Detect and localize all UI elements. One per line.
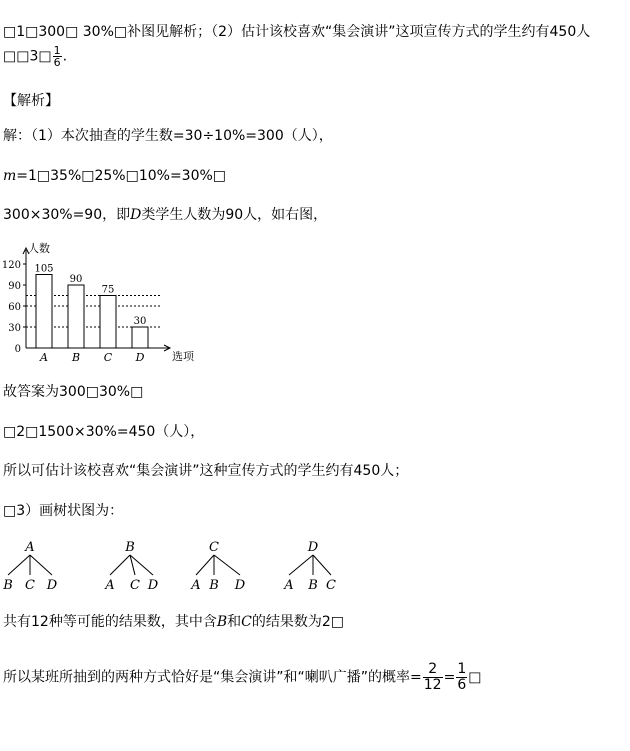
answer-fraction — [53, 45, 62, 68]
x-tick-label: A — [40, 351, 48, 364]
tree-branch — [214, 555, 240, 575]
tree-root-D: D — [307, 540, 319, 555]
probability-fraction-2-denominator: 6 — [457, 677, 467, 693]
solution-line-6: 所以可估计该校喜欢“集会演讲”这种宣传方式的学生约有450人； — [3, 463, 409, 479]
equals-sign: = — [443, 669, 456, 686]
x-axis-label: 选项 — [172, 350, 194, 363]
solution-line-4: 故答案为300□30%□ — [3, 384, 144, 400]
section-title: 【解析】 — [3, 93, 59, 109]
probability-fraction-2 — [456, 662, 467, 693]
tree-root-A: A — [25, 540, 35, 555]
solution-line-8 — [3, 613, 344, 631]
solution-line-3 — [3, 206, 327, 224]
variable-m: m — [3, 168, 17, 184]
tree-leaf-C: C — [25, 578, 35, 593]
tree-branch — [196, 555, 214, 575]
data-label: 90 — [69, 274, 83, 285]
tree-leaf-A: A — [105, 578, 115, 593]
solution-line-9-a: 所以某班所抽到的两种方式恰好是“集会演讲”和“喇叭广播”的概率= — [3, 669, 422, 686]
probability-fraction-1 — [423, 662, 443, 693]
solution-line-1: 解：（1）本次抽查的学生数=30÷10%=300（人）， — [3, 128, 333, 144]
probability-fraction-1-numerator: 2 — [423, 662, 443, 678]
variable-d: D — [130, 207, 142, 223]
tree-leaf-D: D — [234, 578, 246, 593]
solution-line-2 — [3, 167, 226, 185]
x-tick-label: C — [103, 351, 113, 364]
answer-fraction-numerator: 1 — [53, 44, 61, 57]
tree-diagram — [0, 537, 360, 597]
y-tick-label: 60 — [8, 302, 21, 313]
solution-line-8-a: 共有12种等可能的结果数，其中含 — [3, 614, 217, 630]
x-tick-label: B — [71, 351, 81, 364]
probability-fraction-1-denominator: 12 — [423, 677, 442, 693]
solution-line-3-a: 300×30%=90，即 — [3, 207, 131, 223]
y-tick-label: 30 — [8, 323, 21, 334]
solution-line-7: □3）画树状图为： — [3, 503, 124, 519]
answer-line-1: □1□300□ 30%□补图见解析；（2）估计该校喜欢“集会演讲”这项宣传方式的学生约有450人 — [3, 24, 591, 40]
tree-leaf-D: D — [46, 578, 58, 593]
tree-branch — [8, 555, 30, 575]
data-label: 105 — [34, 263, 54, 275]
solution-line-3-b: 类学生人数为90人，如右图， — [141, 207, 328, 223]
variable-b: B — [216, 614, 228, 630]
solution-line-5: □2□1500×30%=450（人）， — [3, 424, 205, 440]
solution-line-9 — [3, 662, 481, 693]
solution-line-8-e: 的结果数为2□ — [251, 614, 344, 630]
tree-leaf-D: D — [147, 578, 159, 593]
solution-line-9-end: □ — [468, 669, 482, 686]
tree-leaf-C: C — [130, 578, 140, 593]
solution-line-2-rest: =1□35%□25%□10%=30%□ — [16, 168, 227, 184]
bar-A — [36, 275, 52, 349]
solution-line-8-c: 和 — [227, 614, 242, 630]
y-axis-label: 人数 — [28, 242, 50, 255]
tree-leaf-C: C — [326, 578, 336, 593]
tree-leaf-B: B — [3, 578, 13, 593]
tree-root-B: B — [125, 540, 135, 555]
bar-chart — [0, 240, 230, 370]
data-label: 30 — [133, 316, 147, 327]
y-tick-label: 0 — [14, 344, 21, 355]
tree-branch — [30, 555, 52, 575]
probability-fraction-2-numerator: 1 — [457, 661, 467, 677]
tree-branch — [313, 555, 331, 575]
tree-leaf-A: A — [191, 578, 201, 593]
answer-line-2-suffix: . — [62, 48, 68, 65]
tree-leaf-B: B — [209, 578, 219, 593]
tree-branch — [110, 555, 130, 575]
variable-c: C — [241, 614, 252, 630]
tree-root-C: C — [209, 540, 219, 555]
bar-C — [100, 296, 116, 349]
x-tick-label: D — [135, 351, 145, 364]
answer-line-2 — [3, 45, 67, 68]
tree-leaf-A: A — [284, 578, 294, 593]
tree-branch — [130, 555, 153, 575]
y-tick-label: 90 — [8, 281, 21, 292]
tree-branch — [289, 555, 313, 575]
answer-line-2-prefix: □□3□ — [3, 48, 52, 65]
data-label: 75 — [101, 284, 115, 296]
tree-branch — [130, 555, 135, 575]
tree-leaf-B: B — [308, 578, 318, 593]
bar-D — [132, 327, 148, 348]
answer-fraction-denominator: 6 — [53, 56, 61, 69]
y-tick-label: 120 — [1, 260, 21, 271]
bar-B — [68, 285, 84, 348]
